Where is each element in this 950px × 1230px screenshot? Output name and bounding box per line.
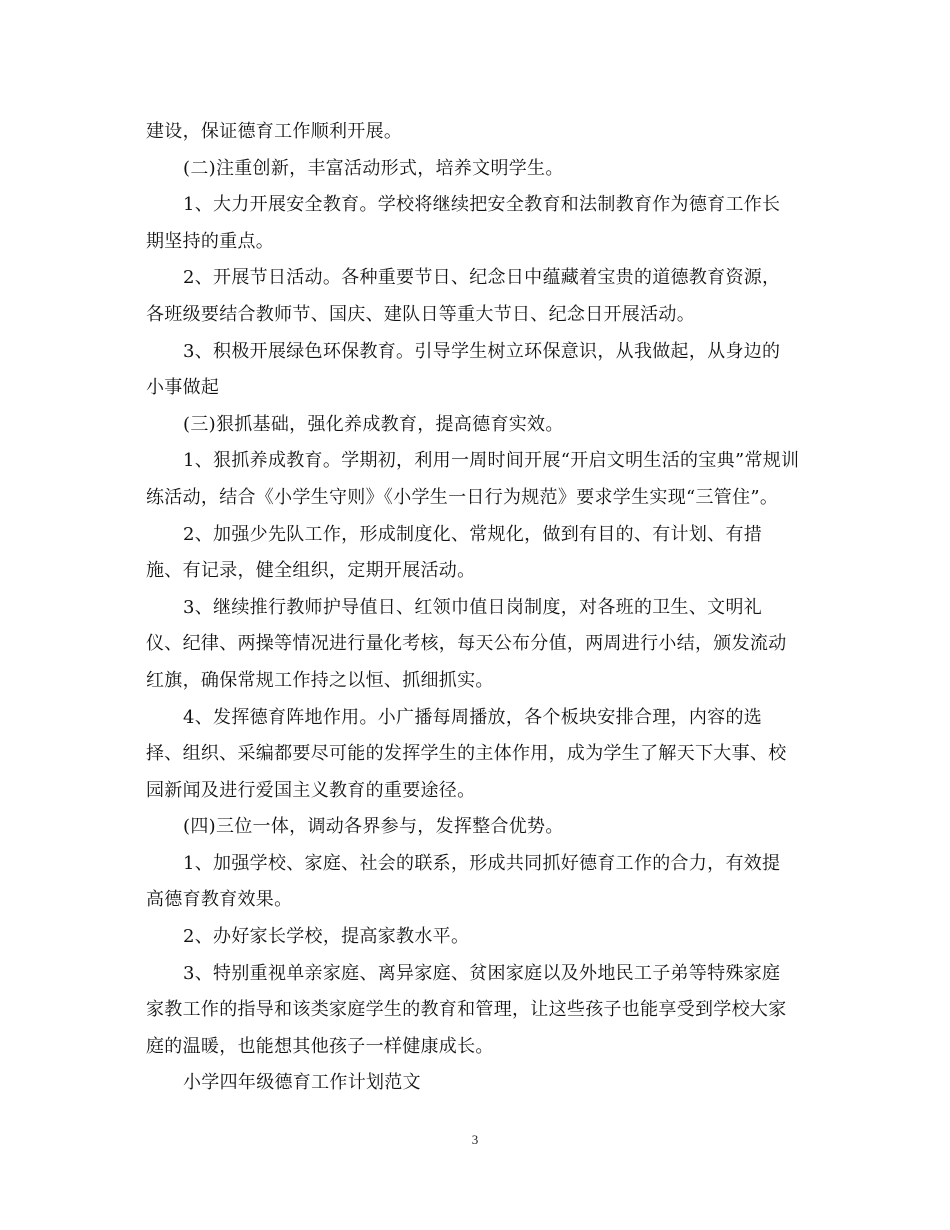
document-body	[146, 114, 806, 1102]
text-line: 期坚持的重点。	[146, 230, 275, 252]
text-line: 择、组织、采编都要尽可能的发挥学生的主体作用，成为学生了解天下大事、校	[146, 743, 787, 765]
text-line: 3、继续推行教师护导值日、红领巾值日岗制度，对各班的卫生、文明礼	[183, 596, 763, 618]
text-line: 1、加强学校、家庭、社会的联系，形成共同抓好德育工作的合力，有效提	[183, 852, 781, 874]
text-line: 3、特别重视单亲家庭、离异家庭、贫困家庭以及外地民工子弟等特殊家庭	[183, 962, 781, 984]
text-line: 4、发挥德育阵地作用。小广播每周播放，各个板块安排合理，内容的选	[183, 706, 763, 728]
text-line: 高德育教育效果。	[146, 889, 293, 911]
text-line: 1、狠抓养成教育。学期初，利用一周时间开展“开启文明生活的宝典”常规训	[183, 450, 800, 472]
text-line: 园新闻及进行爱国主义教育的重要途径。	[146, 779, 476, 801]
text-line: 建设，保证德育工作顺利开展。	[146, 121, 403, 142]
page-number: 3	[471, 1132, 479, 1147]
text-line: 小事做起	[146, 377, 220, 399]
text-line: 红旗，确保常规工作持之以恒、抓细抓实。	[146, 669, 494, 691]
text-line: (四)三位一体，调动各界参与，发挥整合优势。	[183, 816, 564, 838]
text-line: 2、办好家长学校，提高家教水平。	[183, 926, 470, 948]
text-line: 各班级要结合教师节、国庆、建队日等重大节日、纪念日开展活动。	[146, 303, 695, 325]
text-line: 施、有记录，健全组织，定期开展活动。	[146, 560, 476, 582]
text-line: 庭的温暖，也能想其他孩子一样健康成长。	[146, 1035, 494, 1057]
text-line: 3、积极开展绿色环保教育。引导学生树立环保意识，从我做起，从身边的	[183, 340, 781, 362]
text-line: 1、大力开展安全教育。学校将继续把安全教育和法制教育作为德育工作长	[183, 194, 781, 216]
text-line: 仪、纪律、两操等情况进行量化考核，每天公布分值，两周进行小结，颁发流动	[146, 633, 787, 655]
text-line: (二)注重创新，丰富活动形式，培养文明学生。	[183, 157, 564, 179]
text-line: 小学四年级德育工作计划范文	[183, 1072, 421, 1094]
text-line: (三)狠抓基础，强化养成教育，提高德育实效。	[183, 413, 564, 435]
text-line: 练活动，结合《小学生守则》《小学生一日行为规范》要求学生实现“三管住”。	[146, 486, 779, 508]
text-line: 2、加强少先队工作，形成制度化、常规化，做到有目的、有计划、有措	[183, 523, 763, 545]
text-line: 家教工作的指导和该类家庭学生的教育和管理，让这些孩子也能享受到学校大家	[146, 999, 787, 1021]
text-line: 2、开展节日活动。各种重要节日、纪念日中蕴藏着宝贵的道德教育资源，	[183, 267, 781, 289]
